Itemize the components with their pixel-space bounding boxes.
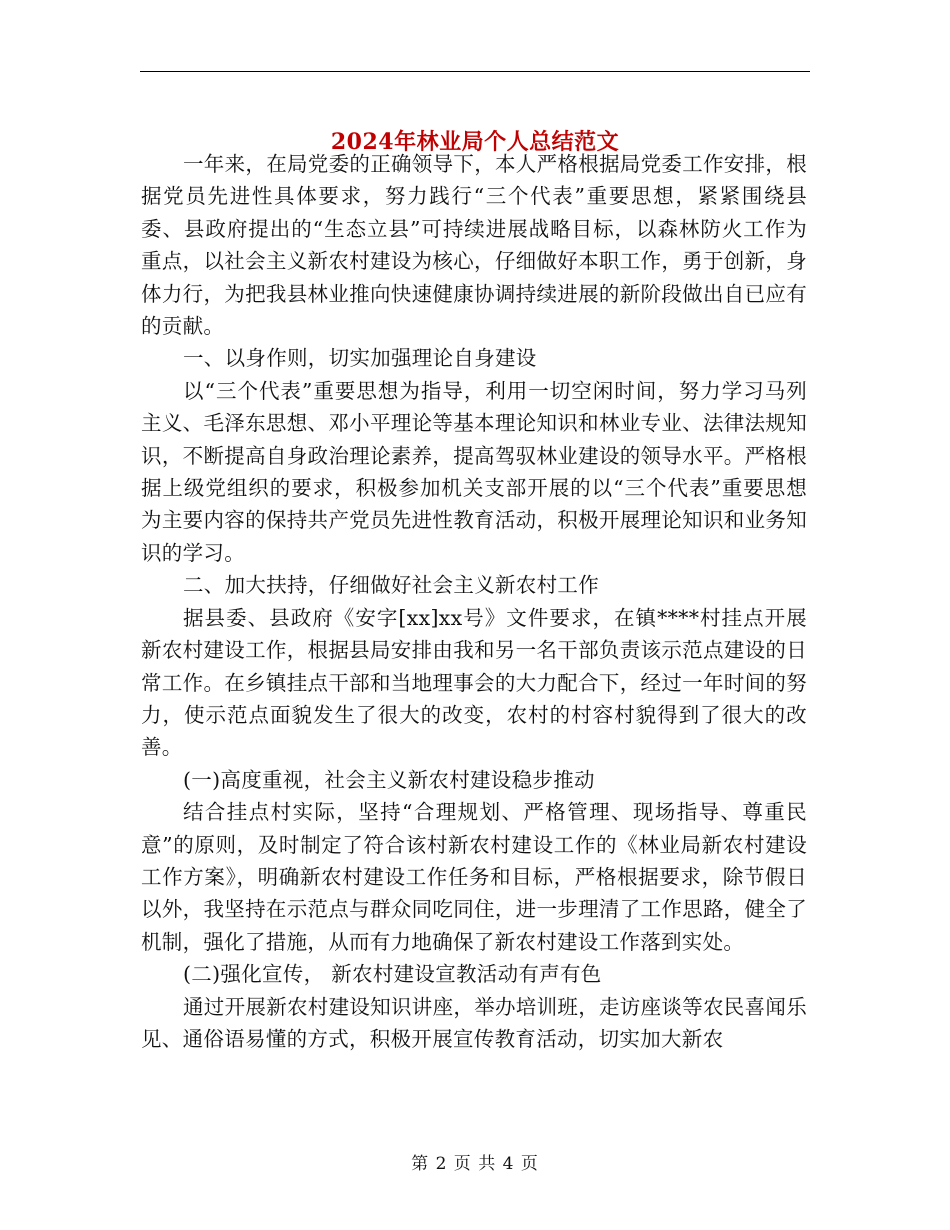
document-title: 2024年林业局个人总结范文 [330,128,620,155]
subsection-heading-2: (二)强化宣传， 新农村建设宣教活动有声有色 [183,962,602,987]
page-footer: 第 2 页 共 4 页 [411,1154,539,1174]
paragraph-intro: 一年来，在局党委的正确领导下，本人严格根据局党委工作安排，根据党员先进性具体要求，努力践行“三个代表”重要思想，紧紧围绕县委、县政府提出的“生态立县”可持续进展战略目标，以森林防火工作为重点，以社会主义新农村建设为核心，仔细做好本职工作，勇于创新，身体力行，为把我县林业推向快速健康协调持续进展的新阶段做出自已应有的贡献。 [141,152,807,339]
section-heading-1: 一、以身作则，切实加强理论自身建设 [183,346,537,371]
paragraph-publicity: 通过开展新农村建设知识讲座，举办培训班，走访座谈等农民喜闻乐见、通俗语易懂的方式，积极开展宣传教育活动，切实加大新农 [141,994,807,1051]
document-body [141,148,807,1055]
paragraph-planning: 结合挂点村实际，坚持“合理规划、严格管理、现场指导、尊重民意”的原则，及时制定了符合该村新农村建设工作的《林业局新农村建设工作方案》，明确新农村建设工作任务和目标，严格根据要求，除节假日以外，我坚持在示范点与群众同吃同住，进一步理清了工作思路，健全了机制，强化了措施，从而有力地确保了新农村建设工作落到实处。 [141,800,807,954]
section-heading-2: 二、加大扶持，仔细做好社会主义新农村工作 [183,573,599,598]
header-rule [140,71,810,72]
paragraph-theory: 以“三个代表”重要思想为指导，利用一切空闲时间，努力学习马列主义、毛泽东思想、邓小平理论等基本理论知识和林业专业、法律法规知识，不断提高自身政治理论素养，提高驾驭林业建设的领导水平。严格根据上级党组织的要求，积极参加机关支部开展的以“三个代表”重要思想为主要内容的保持共产党员先进性教育活动，积极开展理论知识和业务知识的学习。 [141,378,807,565]
subsection-heading-1: (一)高度重视，社会主义新农村建设稳步推动 [183,767,595,792]
paragraph-new-village: 据县委、县政府《安字[xx]xx号》文件要求，在镇****村挂点开展新农村建设工作，根据县局安排由我和另一名干部负责该示范点建设的日常工作。在乡镇挂点干部和当地理事会的大力配合下，经过一年时间的努力，使示范点面貌发生了很大的改变，农村的村容村貌得到了很大的改善。 [141,605,807,760]
